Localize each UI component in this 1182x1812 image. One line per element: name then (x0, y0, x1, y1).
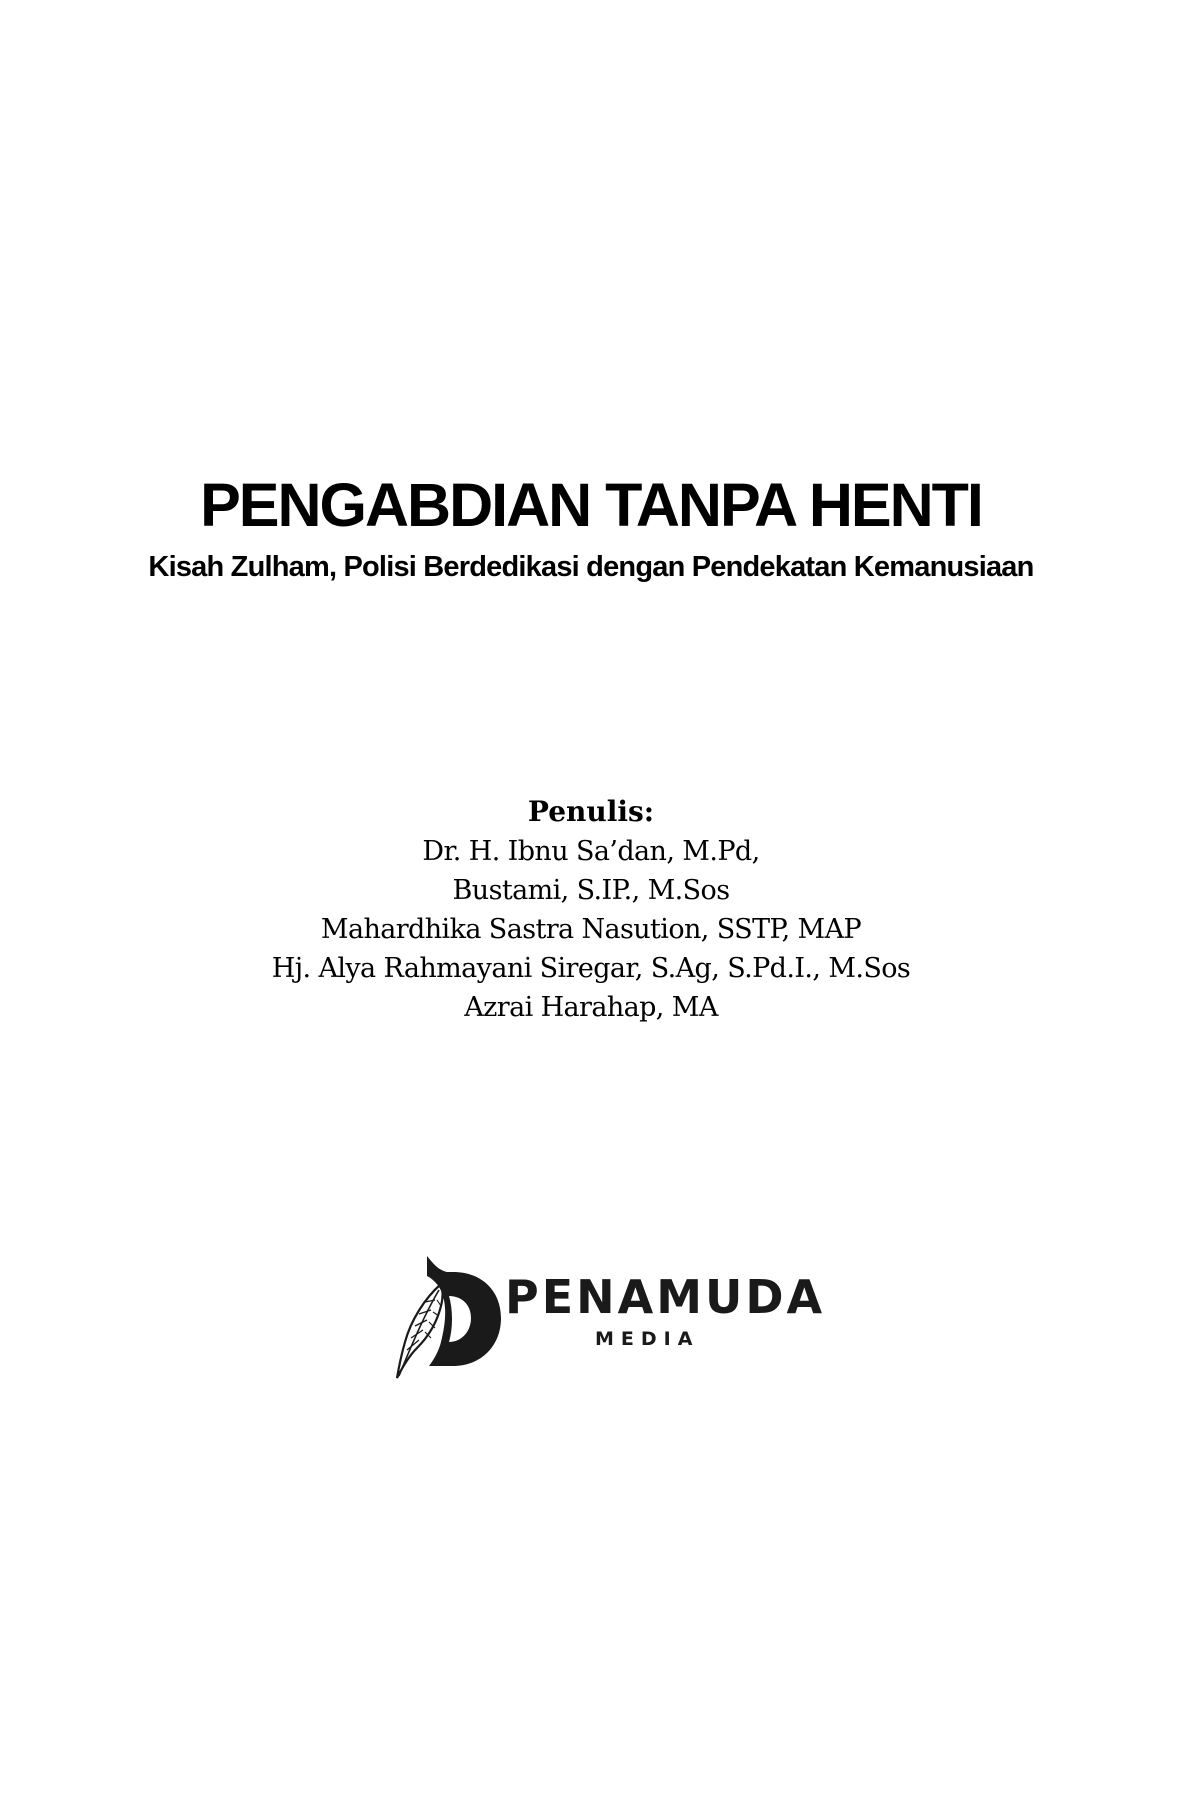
publisher-logo (395, 1250, 826, 1380)
author-name: Bustami, S.IP., M.Sos (452, 875, 730, 906)
authors-heading: Penulis: (527, 795, 655, 828)
author-name: Hj. Alya Rahmayani Siregar, S.Ag, S.Pd.I., M.Sos (271, 953, 911, 984)
book-subtitle: Kisah Zulham, Polisi Berdedikasi dengan Pendekatan Kemanusiaan (148, 551, 1034, 583)
author-name: Dr. H. Ibnu Sa’dan, M.Pd, (422, 836, 760, 867)
publisher-name: PENAMUDA (505, 1270, 826, 1324)
author-list (0, 832, 1182, 1027)
book-title: PENGABDIAN TANPA HENTI (200, 471, 982, 539)
title-block (0, 470, 1182, 588)
feather-d-logo-icon (395, 1250, 507, 1380)
author-name: Azrai Harahap, MA (464, 992, 718, 1023)
authors-block (0, 792, 1182, 1027)
author-name: Mahardhika Sastra Nasution, SSTP, MAP (320, 914, 862, 945)
publisher-sub: MEDIA (595, 1328, 700, 1350)
